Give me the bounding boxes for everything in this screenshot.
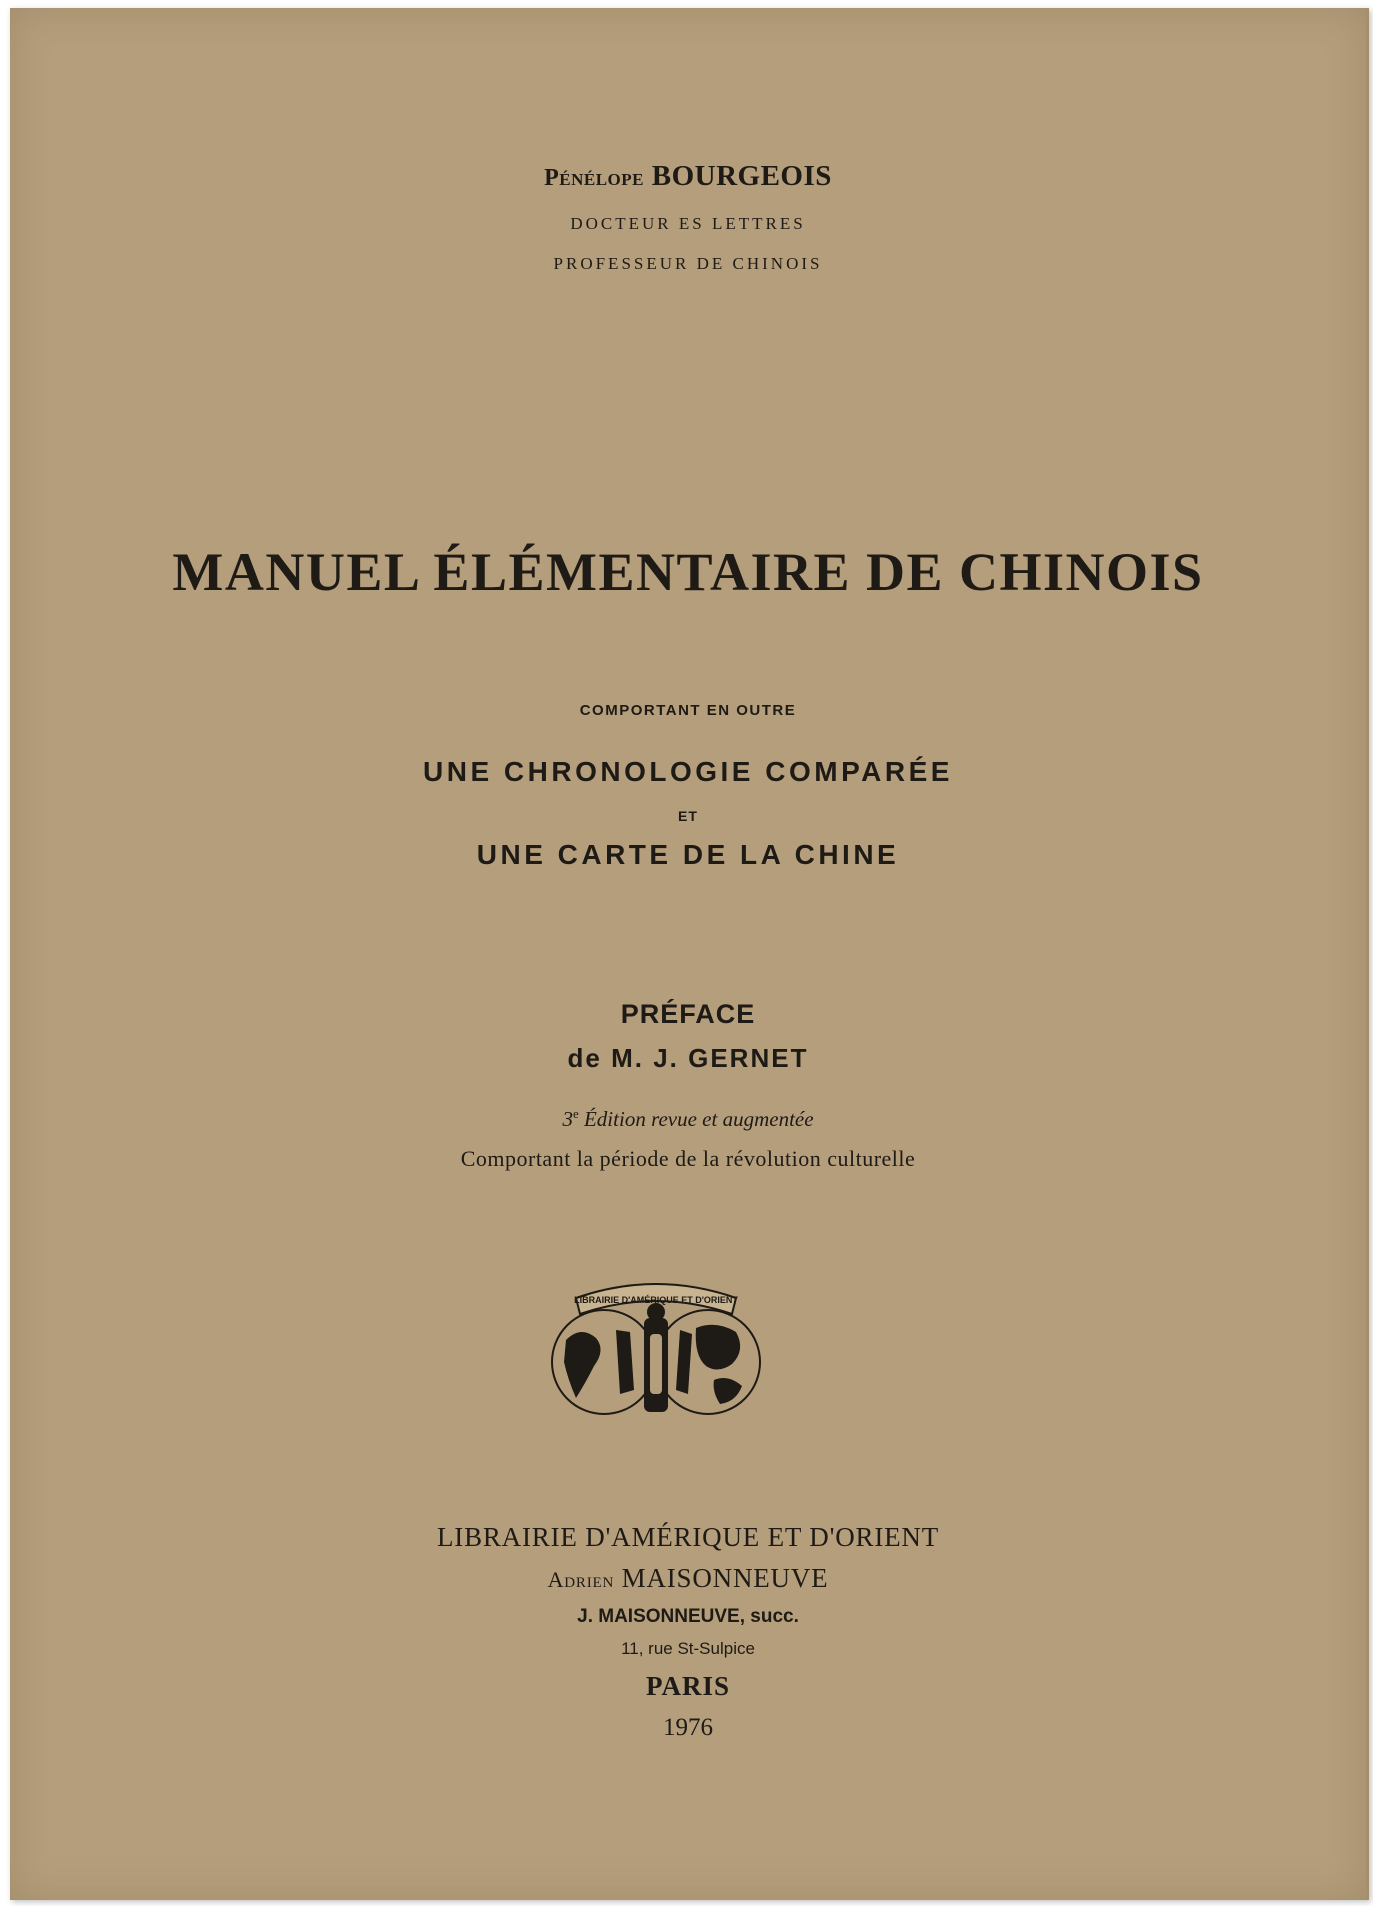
publisher-first-name: Adrien: [547, 1567, 615, 1592]
subtitle-conjunction: ET: [678, 808, 698, 824]
author-position: PROFESSEUR DE CHINOIS: [553, 254, 823, 273]
preface-author: de M. J. GERNET: [567, 1043, 809, 1073]
subtitle-intro: COMPORTANT EN OUTRE: [579, 702, 797, 719]
preface-label: PRÉFACE: [620, 999, 756, 1029]
edition-number: 3: [562, 1107, 573, 1131]
publication-year: 1976: [663, 1714, 713, 1741]
publisher-last-name: MAISONNEUVE: [621, 1563, 829, 1593]
publisher-name: LIBRAIRIE D'AMÉRIQUE ET D'ORIENT: [436, 1522, 940, 1552]
edition-line: [10, 1106, 1366, 1132]
author-degree: DOCTEUR ES LETTRES: [570, 214, 806, 233]
book-title: MANUEL ÉLÉMENTAIRE DE CHINOIS: [172, 542, 1204, 602]
publisher-address: 11, rue St-Sulpice: [621, 1639, 755, 1658]
publisher-person: [10, 1563, 1366, 1594]
author-name: [10, 160, 1366, 193]
edition-suffix: e: [572, 1106, 579, 1121]
publisher-successor: J. MAISONNEUVE, succ.: [577, 1606, 799, 1627]
subtitle-chronology: UNE CHRONOLOGIE COMPARÉE: [423, 756, 953, 787]
author-last-name: BOURGEOIS: [651, 160, 832, 192]
book-cover: [10, 8, 1369, 1900]
edition-note: Comportant la période de la révolution culturelle: [460, 1146, 916, 1171]
edition-text: Édition revue et augmentée: [583, 1107, 814, 1131]
publisher-emblem-icon: [546, 1270, 766, 1420]
subtitle-map: UNE CARTE DE LA CHINE: [476, 839, 900, 870]
publisher-city: PARIS: [645, 1671, 730, 1701]
author-first-name: Pénélope: [544, 165, 644, 191]
seal-text: LIBRAIRIE D'AMÉRIQUE ET D'ORIENT: [574, 1295, 738, 1305]
